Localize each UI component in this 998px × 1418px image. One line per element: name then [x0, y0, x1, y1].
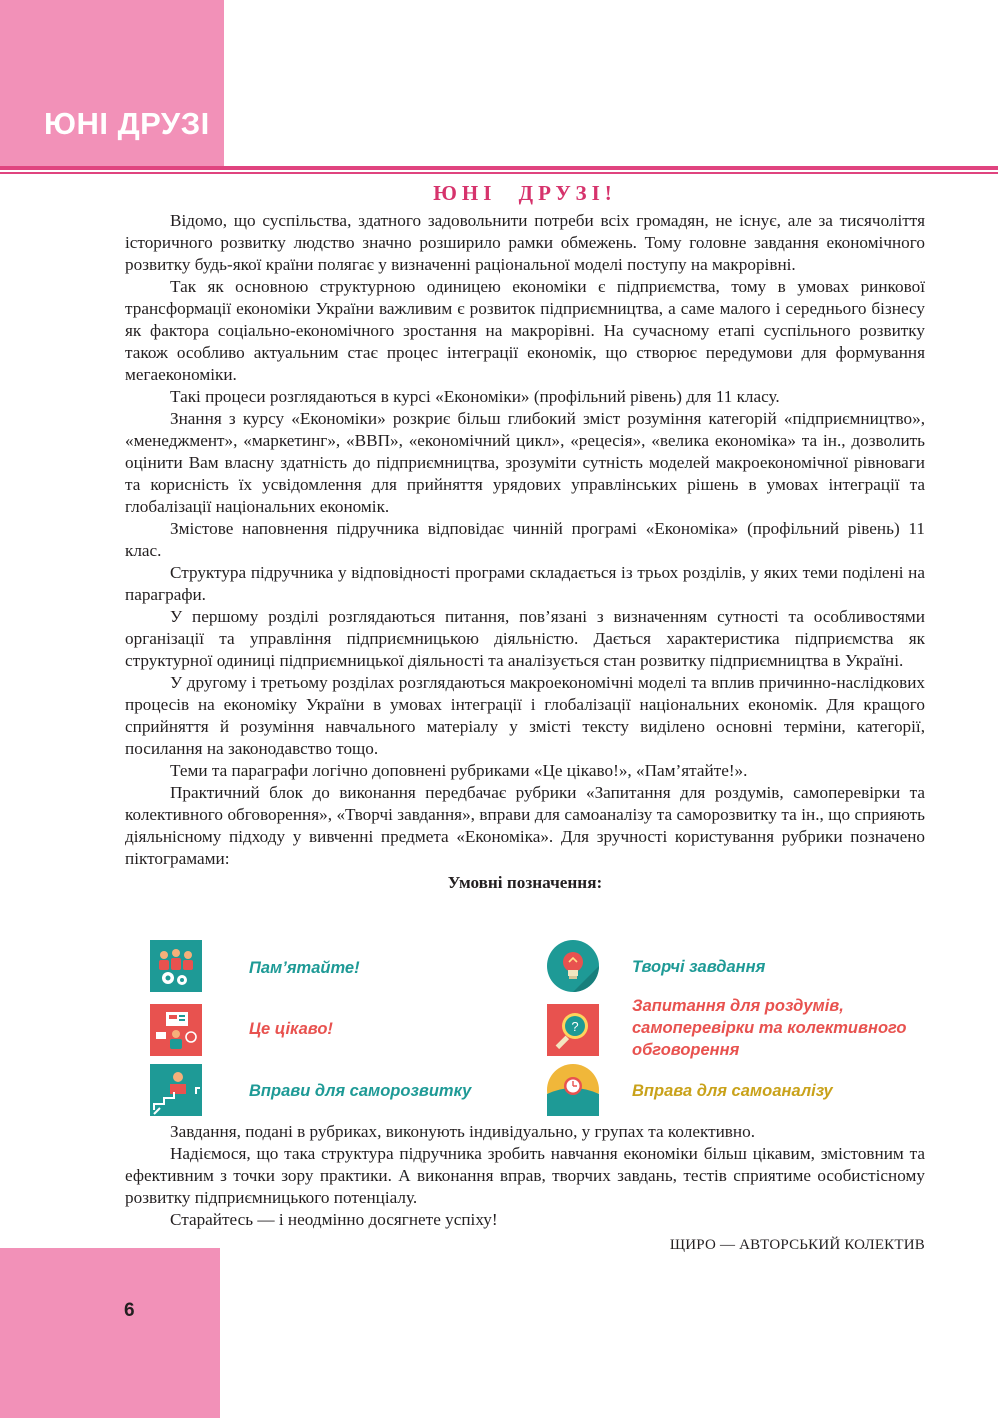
paragraph: Знання з курсу «Економіки» розкриє більш глибокий зміст розуміння категорій «підприємництво», «менеджмент», «маркетинг», «ВВП», «економічний цикл», «рецесія», «велика економіка» та ін., дозволить оцінити Вам власну здатність до підприємництва, зрозуміти сутність моделей макроекономічної рівноваги та корисність їх усвідомлення для прийняття урядових управлінських рішень в умовах інтеграції та глобалізації національних економік.	[125, 409, 925, 516]
presentation-icon	[150, 1004, 202, 1056]
document-title: ЮНІ ДРУЗІ!	[433, 181, 617, 205]
paragraph: Старайтесь — і неодмінно досягнете успіху!	[170, 1210, 498, 1229]
legend-label: Це цікаво!	[249, 1020, 333, 1038]
legend-label: Творчі завдання	[632, 958, 766, 976]
signature: ЩИРО — АВТОРСЬКИЙ КОЛЕКТИВ	[669, 1237, 925, 1253]
paragraph: Надіємося, що така структура підручника зробить навчання економіки більш цікавим, змістовним та ефективним з точки зору практики. А виконання вправ, творчих завдань, тестів сприятиме особистісному розвитку підприємницького потенціалу.	[125, 1144, 925, 1207]
svg-text:?: ?	[571, 1019, 579, 1034]
closing-content	[125, 1121, 925, 1256]
paragraph: Практичний блок до виконання передбачає рубрики «Запитання для роздумів, самоперевірки та колективного обговорення», «Творчі завдання», вправи для самоаналізу та саморозвитку та ін., що сприяють діяльнісному підходу у вивченні предмета «Економіка». Для зручності користування рубрики позначено піктограмами:	[125, 783, 925, 868]
legend-label: Запитання для роздумів, самоперевірки та колективного обговорення	[632, 997, 907, 1059]
main-content	[125, 180, 925, 896]
legend-label: Вправи для саморозвитку	[249, 1082, 472, 1100]
legend	[125, 938, 925, 1118]
paragraph: Такі процеси розглядаються в курсі «Економіки» (профільний рівень) для 11 класу.	[170, 387, 780, 406]
magnifier-question-icon	[547, 1004, 599, 1056]
header-divider-thin	[0, 172, 998, 174]
page-number: 6	[124, 1300, 135, 1321]
team-gears-icon	[150, 940, 202, 992]
legend-label: Вправа для самоаналізу	[632, 1082, 833, 1100]
paragraph: Так як основною структурною одиницею економіки є підприємства, тому в умовах ринкової трансформації економіки України важливим є розвиток підприємництва, а саме малого і середнього бізнесу як фактора соціально-економічного зростання на макрорівні. На сучасному етапі суспільного розвитку також особливо актуальним стає процес інтеграції економік, що створює передумови для формування мегаекономіки.	[125, 277, 925, 384]
stairs-climber-icon	[150, 1064, 202, 1116]
section-title: ЮНІ ДРУЗІ	[44, 106, 210, 141]
clock-hill-icon	[547, 1064, 599, 1116]
paragraph: Структура підручника у відповідності програми складається із трьох розділів, у яких теми поділені на параграфи.	[125, 563, 925, 604]
header-divider	[0, 166, 998, 170]
lightbulb-icon	[547, 940, 599, 992]
paragraph: Теми та параграфи логічно доповнені рубриками «Це цікаво!», «Пам’ятайте!».	[170, 761, 748, 780]
paragraph: У другому і третьому розділах розглядаються макроекономічні моделі та вплив причинно-наслідкових процесів на економіку України в умовах інтеграції і глобалізації національних економік. Для кращого сприйняття й розуміння навчального матеріалу у змісті тексту виділено основні терміни, категорії, посилання на законодавство тощо.	[125, 673, 925, 758]
paragraph: Завдання, подані в рубриках, виконують індивідуально, у групах та колективно.	[170, 1122, 756, 1141]
footer-block	[0, 1248, 220, 1418]
paragraph: У першому розділі розглядаються питання, пов’язані з визначенням сутності та особливостями організації та управління підприємницькою діяльністю. Дається характеристика підприємства як структурної одиниці підприємницької діяльності та аналізується стан розвитку підприємництва в Україні.	[125, 607, 925, 670]
legend-label: Пам’ятайте!	[249, 959, 360, 977]
paragraph: Відомо, що суспільства, здатного задовольнити потреби всіх громадян, не існує, але за тисячоліття історичного розвитку людство значно розширило рамки обмежень. Тому головне завдання економічного розвитку будь-якої країни полягає у визначенні раціональної моделі поступу на макрорівні.	[125, 211, 925, 274]
legend-title: Умовні позначення:	[447, 873, 603, 892]
paragraph: Змістове наповнення підручника відповідає чинній програмі «Економіка» (профільний рівень) 11 клас.	[125, 519, 925, 560]
